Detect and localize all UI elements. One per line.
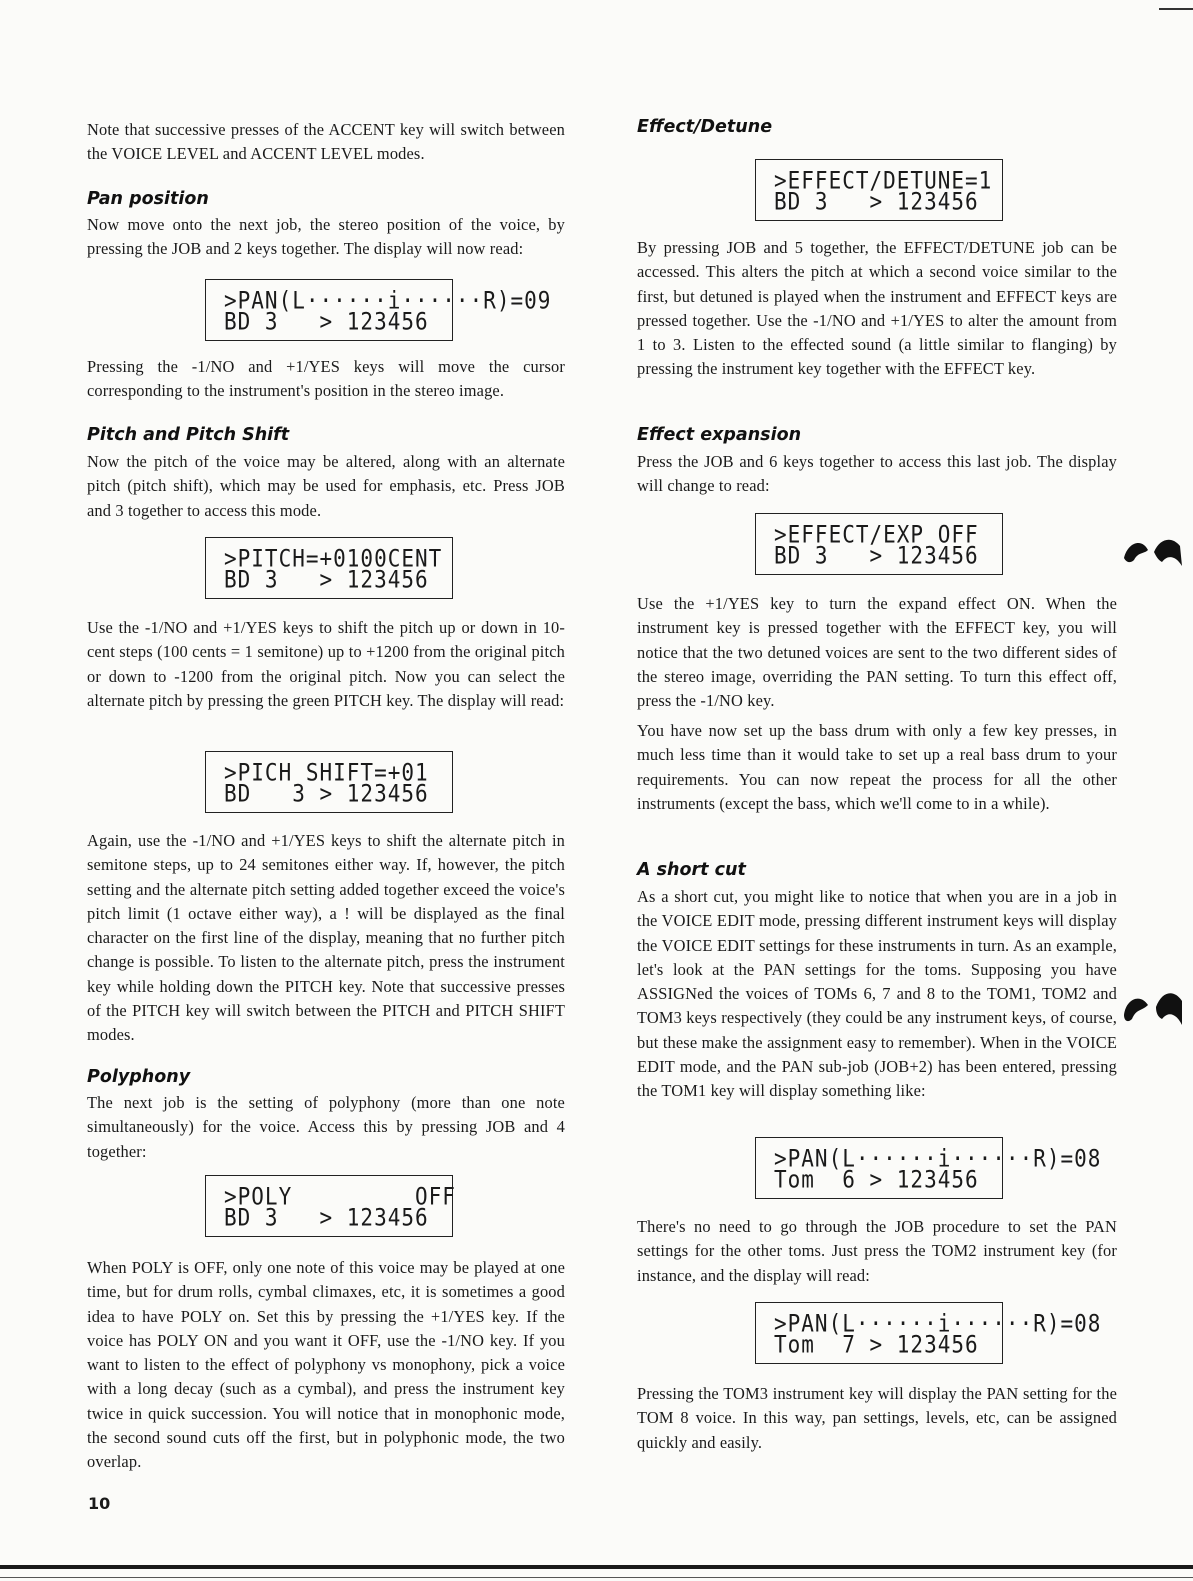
lcd-line-1: >PAN(L······i······R)=08 — [774, 1144, 1102, 1173]
lcd-line-1: >PITCH=+0100CENT — [224, 544, 443, 573]
lcd-line-2: Tom 7 > 123456 — [774, 1330, 979, 1359]
bottom-edge-rule-thin — [0, 1577, 1193, 1578]
heading-polyphony: Polyphony — [87, 1067, 191, 1087]
heading-effect-expansion: Effect expansion — [637, 425, 802, 445]
heading-pitch: Pitch and Pitch Shift — [87, 425, 290, 445]
lcd-display-tom1 — [755, 1137, 1102, 1199]
lcd-display-pan — [205, 279, 552, 341]
lcd-line-1: >EFFECT/EXP OFF — [774, 520, 979, 549]
scan-mark-icon — [1120, 532, 1184, 572]
intro-paragraph: Note that successive presses of the ACCENT key will switch between the VOICE LEVEL and ACCENT LEVEL modes. — [87, 120, 565, 164]
heading-short-cut: A short cut — [637, 860, 746, 880]
lcd-line-1: >EFFECT/DETUNE=1 — [774, 166, 993, 195]
lcd-display-poly — [205, 1175, 456, 1237]
heading-effect-detune: Effect/Detune — [637, 117, 773, 137]
lcd-display-effect-exp — [755, 513, 1003, 575]
lcd-line-2: BD 3 > 123456 — [224, 1203, 429, 1232]
tom2-after-paragraph: Pressing the TOM3 instrument key will display the PAN setting for the TOM 8 voice. In this way, pan settings, levels, etc, can be assigned quickly and easily. — [637, 1384, 1117, 1452]
top-edge-rule — [1159, 8, 1193, 10]
scan-mark-icon — [1120, 985, 1184, 1031]
pitch-paragraph: Now the pitch of the voice may be altered, along with an alternate pitch (pitch shift), which may be used for emphasis, etc. Press JOB and 3 together to access this mode. — [87, 452, 565, 520]
lcd-line-2: BD 3 > 123456 — [774, 187, 979, 216]
lcd-line-2: BD 3 > 123456 — [224, 565, 429, 594]
heading-pan-position: Pan position — [87, 189, 209, 209]
tom1-after-paragraph: There's no need to go through the JOB procedure to set the PAN settings for the other toms. Just press the TOM2 instrument key (for instance, and the display will read: — [637, 1217, 1117, 1285]
bass-drum-summary-paragraph: You have now set up the bass drum with only a few key presses, in much less time than it would take to set up a real bass drum to your requirements. You can now repeat the process for all the other instruments (except the bass, which we'll come to in a while). — [637, 721, 1117, 813]
lcd-line-1: >PAN(L······i······R)=09 — [224, 286, 552, 315]
polyphony-after-paragraph: When POLY is OFF, only one note of this voice may be played at one time, but for drum rolls, cymbal climaxes, etc, it is sometimes a good idea to have POLY on. Set this by pressing the +1/YES key. If the voice has POLY ON and you want it OFF, use the -1/NO key. If you want to listen to the effect of polyphony vs monophony, pick a voice with a long decay (such as a cymbal), and press the instrument key twice in quick succession. You will notice that in monophonic mode, the second sound cuts off the first, but in polyphonic mode, the two overlap. — [87, 1258, 565, 1472]
lcd-display-pitch — [205, 537, 453, 599]
effect-detune-paragraph: By pressing JOB and 5 together, the EFFECT/DETUNE job can be accessed. This alters the pitch at which a second voice similar to the first, but detuned is played when the instrument and EFFECT keys are pressed together. Use the -1/NO and +1/YES to alter the amount from 1 to 3. Listen to the effected sound (a little similar to flanging) by pressing the instrument key together with the EFFECT key. — [637, 238, 1117, 379]
short-cut-paragraph: As a short cut, you might like to notice that when you are in a job in the VOICE EDIT mode, pressing different instrument keys will display the VOICE EDIT settings for these instruments in turn. As an example, let's look at the PAN settings for the toms. Supposing you have ASSIGNed the voices of TOMs 6, 7 and 8 to the TOM1, TOM2 and TOM3 keys respectively (they could be any instrument keys, of course, but these make the assignment easy to remember). When in the VOICE EDIT mode, and the PAN sub-job (JOB+2) has been entered, pressing the TOM1 key will display something like: — [637, 887, 1117, 1101]
lcd-line-1: >PAN(L······i······R)=08 — [774, 1309, 1102, 1338]
pan-after-paragraph: Pressing the -1/NO and +1/YES keys will move the cursor corresponding to the instrument's position in the stereo image. — [87, 357, 565, 401]
effect-expansion-after-paragraph: Use the +1/YES key to turn the expand effect ON. When the instrument key is pressed together with the EFFECT key, you will notice that the two detuned voices are sent to the two different sides of the stereo image, overriding the PAN setting. To turn this effect off, press the -1/NO key. — [637, 594, 1117, 711]
lcd-line-2: Tom 6 > 123456 — [774, 1165, 979, 1194]
lcd-display-tom2 — [755, 1302, 1102, 1364]
lcd-line-2: BD 3 > 123456 — [224, 779, 429, 808]
polyphony-paragraph: The next job is the setting of polyphony (more than one note simultaneously) for the voice. Access this by pressing JOB and 4 together: — [87, 1093, 565, 1161]
bottom-edge-rule — [0, 1565, 1193, 1569]
lcd-line-2: BD 3 > 123456 — [224, 307, 429, 336]
lcd-display-effect-detune — [755, 159, 1003, 221]
lcd-display-pitch-shift — [205, 751, 453, 813]
lcd-line-1: >POLY OFF — [224, 1182, 456, 1211]
pan-paragraph: Now move onto the next job, the stereo position of the voice, by pressing the JOB and 2 keys together. The display will now read: — [87, 215, 565, 259]
pitch-shift-after-paragraph: Again, use the -1/NO and +1/YES keys to shift the alternate pitch in semitone steps, up to 24 semitones either way. If, however, the pitch setting and the alternate pitch setting added together exceed the voice's pitch limit (1 octave either way), a ! will be displayed as the final character on the first line of the display, meaning that no further pitch change is possible. To listen to the alternate pitch, press the instrument key while holding down the PITCH key. Note that successive presses of the PITCH key will switch between the PITCH and PITCH SHIFT modes. — [87, 831, 565, 1045]
page-number: 10 — [88, 1494, 111, 1513]
lcd-line-1: >PICH SHIFT=+01 — [224, 758, 429, 787]
pitch-after-paragraph: Use the -1/NO and +1/YES keys to shift the pitch up or down in 10-cent steps (100 cents = 1 semitone) up to +1200 from the original pitch or down to -1200 from the original pitch. Now you can select the alternate pitch by pressing the green PITCH key. The display will read: — [87, 618, 565, 710]
effect-expansion-paragraph: Press the JOB and 6 keys together to access this last job. The display will change to read: — [637, 452, 1117, 496]
lcd-line-2: BD 3 > 123456 — [774, 541, 979, 570]
